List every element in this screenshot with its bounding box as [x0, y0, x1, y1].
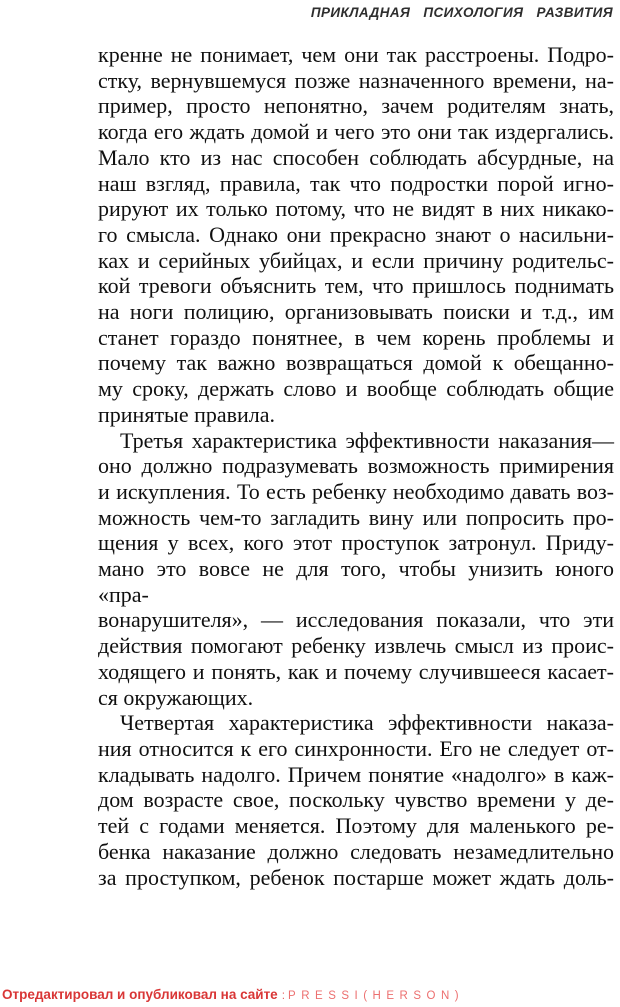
text-line: на ноги полицию, организовывать поиски и т.д., им — [98, 299, 614, 325]
text-line: оно должно подразумевать возможность примирения — [98, 453, 614, 479]
text-line: мано это вовсе не для того, чтобы унизить юного «пра- — [98, 556, 614, 607]
text-line: бенка наказание должно следовать незамедлительно — [98, 838, 614, 864]
text-line: вонарушителя», — исследования показали, что эти — [98, 607, 614, 633]
text-line: кладывать надолго. Причем понятие «надолго» в каж- — [98, 761, 614, 787]
body-text — [98, 42, 614, 890]
text-line: кренне не понимает, чем они так расстроены. Подро- — [98, 42, 614, 67]
watermark-label: Отредактировал и опубликовал на сайте — [2, 987, 278, 1002]
text-line: наш взгляд, правила, так что подростки порой игно- — [98, 170, 614, 196]
text-line: ках и серийных убийцах, и если причину родительс- — [98, 247, 614, 273]
paragraph — [98, 428, 614, 711]
text-line: пример, просто непонятно, зачем родителям знать, — [98, 93, 614, 119]
text-line: дом возрасте свое, поскольку чувство времени у де- — [98, 787, 614, 813]
text-line: го смысла. Однако они прекрасно знают о насильни- — [98, 221, 614, 247]
text-line: почему так важно возвращаться домой к обещанно- — [98, 350, 614, 376]
text-line: и искупления. То есть ребенку необходимо давать воз- — [98, 478, 614, 504]
text-line: можность чем-то загладить вину или попросить про- — [98, 504, 614, 530]
text-line: стку, вернувшемуся позже назначенного времени, на- — [98, 67, 614, 93]
paragraph — [98, 42, 614, 428]
text-line: кой тревоги объяснить тем, что пришлось поднимать — [98, 273, 614, 299]
text-line: Четвертая характеристика эффективности наказа- — [120, 710, 614, 736]
watermark-site: PRESSI(HERSON) — [288, 990, 465, 1002]
text-line: Третья характеристика эффективности наказания— — [120, 427, 614, 453]
text-line: действия помогают ребенку извлечь смысл из проис- — [98, 633, 614, 659]
text-line: му сроку, держать слово и вообще соблюдать общие — [98, 376, 614, 402]
text-line: ходящего и понять, как и почему случившееся касает- — [98, 658, 614, 684]
text-line: ся окружающих. — [98, 684, 254, 710]
text-line: тей с годами меняется. Поэтому для маленького ре- — [98, 813, 614, 839]
watermark-separator: : — [281, 988, 286, 1002]
text-line: рируют их только потому, что не видят в них никако- — [98, 196, 614, 222]
text-line: щения у всех, кого этот проступок затронул. Приду- — [98, 530, 614, 556]
watermark-footer — [2, 986, 464, 1004]
text-line: станет гораздо понятнее, в чем корень проблемы и — [98, 324, 614, 350]
text-line: ния относится к его синхронности. Его не следует от- — [98, 735, 614, 761]
text-line: Мало кто из нас способен соблюдать абсурдные, на — [98, 144, 614, 170]
paragraph — [98, 710, 614, 890]
text-line: за проступком, ребенок постарше может ждать доль- — [98, 864, 614, 890]
text-line: когда его ждать домой и чего это они так издергались. — [98, 119, 614, 145]
running-header: ПРИКЛАДНАЯ ПСИХОЛОГИЯ РАЗВИТИЯ — [310, 5, 613, 20]
text-line: принятые правила. — [98, 401, 276, 427]
